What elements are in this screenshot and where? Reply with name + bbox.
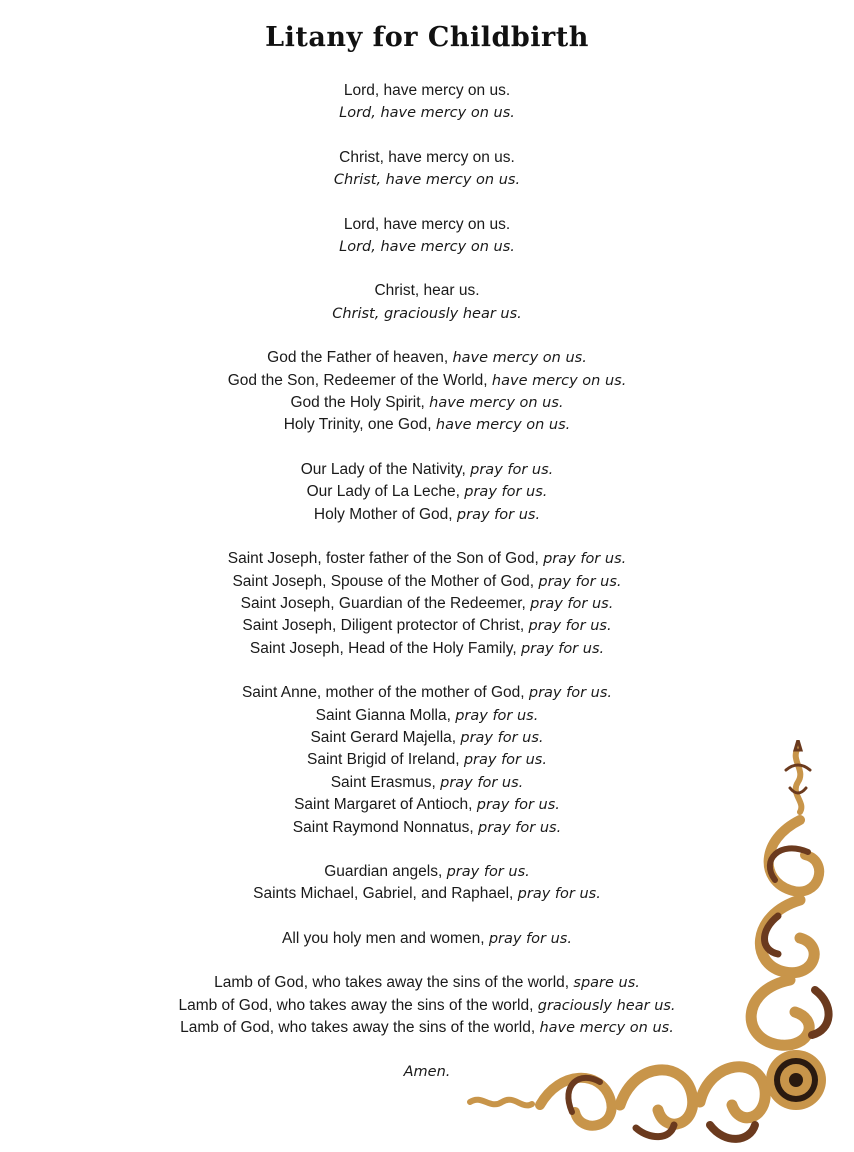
invocation-line: Saint Margaret of Antioch, pray for us. — [294, 796, 560, 814]
invocation-line: All you holy men and women, pray for us. — [282, 929, 572, 947]
call-line: Christ, have mercy on us. — [339, 148, 515, 166]
page-title: Litany for Childbirth — [265, 22, 589, 53]
invocation-line: God the Holy Spirit, have mercy on us. — [290, 394, 564, 412]
opening-block-1 — [0, 80, 854, 125]
response-line: Lord, have mercy on us. — [339, 239, 515, 256]
invocation-line: Lamb of God, who takes away the sins of the world, graciously hear us. — [178, 996, 676, 1014]
invocation-line: Our Lady of the Nativity, pray for us. — [300, 460, 554, 478]
invocation-line: Saint Joseph, Head of the Holy Family, pray for us. — [249, 639, 605, 657]
invocation-line: Saint Anne, mother of the mother of God, pray for us. — [241, 684, 613, 702]
invocation-line: Holy Trinity, one God, have mercy on us. — [283, 416, 571, 434]
invocation-line: Holy Mother of God, pray for us. — [313, 505, 541, 523]
fleur-stem — [796, 748, 802, 812]
joseph-block — [0, 548, 854, 660]
invocation-line: Saint Joseph, foster father of the Son of God, pray for us. — [227, 550, 627, 568]
invocation-line: Saint Joseph, Guardian of the Redeemer, pray for us. — [240, 594, 614, 612]
scroll-3 — [751, 980, 809, 1045]
trinity-block — [0, 347, 854, 437]
rosette-icon — [766, 1050, 826, 1110]
closing-amen: Amen. — [403, 1064, 451, 1081]
scroll-h3b — [710, 1125, 755, 1139]
invocation-line: Saint Gerard Majella, pray for us. — [310, 728, 544, 746]
scroll-2 — [760, 900, 814, 973]
invocation-line: Saint Raymond Nonnatus, pray for us. — [292, 818, 562, 836]
invocation-line: God the Father of heaven, have mercy on us. — [267, 349, 587, 367]
invocation-line: Saint Joseph, Spouse of the Mother of God, pray for us. — [232, 572, 622, 590]
invocation-line: God the Son, Redeemer of the World, have mercy on us. — [227, 371, 627, 389]
call-line: Lord, have mercy on us. — [343, 215, 511, 233]
corner-ornament-icon — [460, 740, 854, 1152]
invocation-line: Saint Joseph, Diligent protector of Christ, pray for us. — [242, 617, 612, 635]
opening-block-3 — [0, 214, 854, 259]
response-line: Christ, graciously hear us. — [332, 305, 522, 322]
invocation-line: Saint Gianna Molla, pray for us. — [315, 706, 539, 724]
mary-block — [0, 459, 854, 526]
call-line: Christ, hear us. — [374, 282, 480, 300]
invocation-line: Lamb of God, who takes away the sins of the world, have mercy on us. — [180, 1019, 674, 1036]
fleur-stem-h — [470, 1100, 532, 1106]
invocation-line: Lamb of God, who takes away the sins of the world, spare us. — [214, 974, 640, 992]
invocation-line: Saint Erasmus, pray for us. — [330, 773, 524, 791]
call-line: Lord, have mercy on us. — [343, 82, 511, 99]
invocation-line: Guardian angels, pray for us. — [324, 862, 530, 880]
response-line: Lord, have mercy on us. — [339, 105, 515, 122]
invocation-line: Saint Brigid of Ireland, pray for us. — [307, 751, 547, 769]
response-line: Christ, have mercy on us. — [333, 172, 521, 189]
invocation-line: Our Lady of La Leche, pray for us. — [306, 483, 548, 501]
opening-block-4 — [0, 280, 854, 325]
opening-block-2 — [0, 147, 854, 192]
scroll-h3 — [700, 1067, 765, 1118]
scroll-h2 — [620, 1070, 693, 1124]
scroll-h1 — [540, 1078, 612, 1126]
invocation-line: Saints Michael, Gabriel, and Raphael, pray for us. — [253, 885, 601, 903]
